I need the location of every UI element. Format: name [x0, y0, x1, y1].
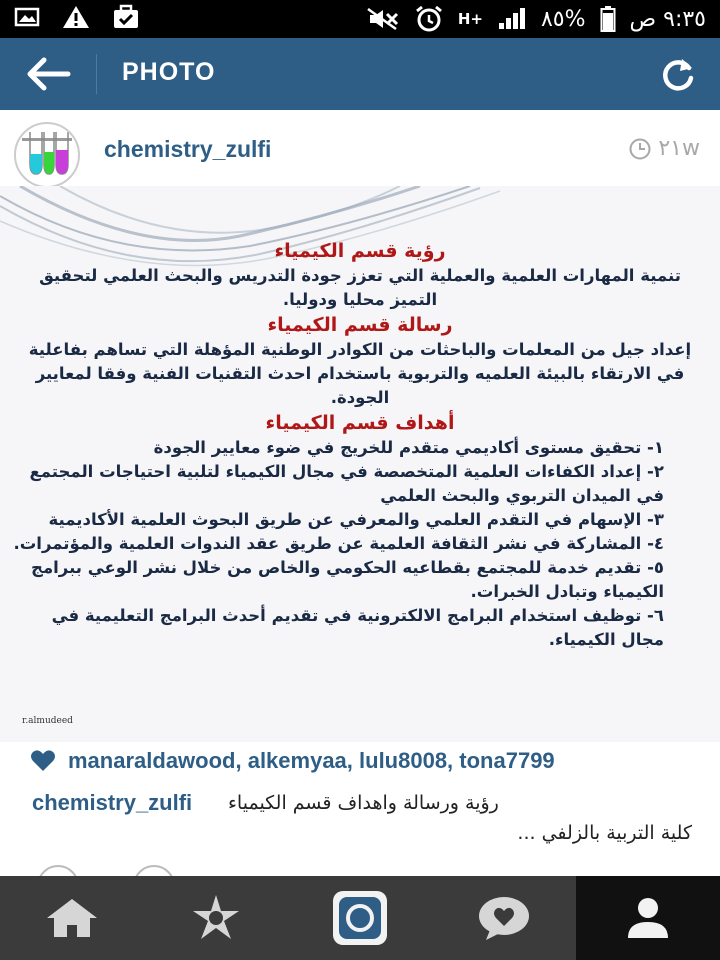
caption-text: رؤية ورسالة واهداف قسم الكيمياء	[228, 792, 499, 814]
app-bar	[0, 38, 720, 110]
caption-username[interactable]: chemistry_zulfi	[32, 790, 193, 815]
goal-item: ٦- توظيف استخدام البرامج الالكترونية في تقديم أحدث البرامج التعليمية في مجال الكيمياء.	[51, 606, 664, 649]
post-username[interactable]: chemistry_zulfi	[104, 136, 272, 162]
photo-credit: r.almudeed	[22, 716, 73, 726]
goal-item: ٣- الإسهام في التقدم العلمي والمعرفي عن طريق البحوث العلمية الأكاديمية	[48, 510, 664, 529]
likes-row	[30, 748, 555, 774]
refresh-icon[interactable]	[658, 54, 698, 94]
goal-item: ٤- المشاركة في نشر الثقافة العلمية عن طريق عقد الندوات العلمية والمؤتمرات.	[13, 534, 664, 553]
nav-camera[interactable]	[288, 876, 432, 960]
clock: ٩:٣٥ ص	[629, 6, 706, 32]
app-bar-divider	[96, 54, 97, 94]
profile-icon	[624, 894, 672, 942]
goal-item: ٢- إعداد الكفاءات العلمية المتخصصة في مجال الكيمياء لتلبية احتياجات المجتمع في الميدان التربوي والبحث العلمي	[29, 462, 664, 505]
time-ago-text: ٢١w	[658, 136, 700, 161]
nav-activity[interactable]	[432, 876, 576, 960]
post-photo[interactable]	[0, 186, 720, 742]
partial-icons	[30, 862, 230, 876]
vision-body: تنمية المهارات العلمية والعملية التي تعزز جودة التدريس والبحث العلمي لتحقيق التميز محليا ودوليا.	[39, 266, 681, 309]
vision-heading: رؤية قسم الكيمياء	[274, 240, 446, 262]
home-icon	[44, 896, 100, 940]
camera-icon	[329, 887, 391, 949]
briefcase-check-icon	[112, 4, 140, 30]
clock-icon	[628, 137, 652, 161]
post-header	[0, 110, 720, 186]
mute-icon	[366, 7, 400, 31]
nav-profile[interactable]	[576, 876, 720, 960]
avatar[interactable]	[14, 122, 80, 188]
bottom-navigation	[0, 876, 720, 960]
post-time	[628, 136, 700, 161]
photo-text-content	[10, 238, 710, 652]
goals-heading: أهداف قسم الكيمياء	[265, 412, 455, 434]
caption-text-continued: كلية التربية بالزلفي ...	[517, 822, 692, 844]
gallery-icon	[14, 6, 40, 28]
activity-heart-bubble-icon	[476, 894, 532, 942]
mission-heading: رسالة قسم الكيمياء	[267, 314, 453, 336]
explore-star-icon	[191, 893, 241, 943]
battery-icon	[600, 5, 616, 33]
nav-home[interactable]	[0, 876, 144, 960]
nav-explore[interactable]	[144, 876, 288, 960]
battery-percent: ٨٥%	[540, 6, 586, 32]
warning-icon	[62, 4, 90, 30]
goal-item: ٥- تقديم خدمة للمجتمع بقطاعيه الحكومي والخاص من خلال نشر الوعي ببرامج الكيمياء وتبادل الخبرات.	[31, 558, 664, 601]
heart-icon	[30, 749, 56, 773]
signal-icon	[497, 7, 527, 31]
alarm-icon	[414, 5, 444, 33]
likes-list[interactable]: manaraldawood, alkemyaa, lulu8008, tona7799	[68, 748, 555, 773]
back-arrow-icon[interactable]	[22, 52, 74, 96]
status-bar	[0, 0, 720, 38]
network-type: H+	[457, 10, 483, 28]
goal-item: ١- تحقيق مستوى أكاديمي متقدم للخريج في ضوء معايير الجودة	[153, 438, 664, 457]
page-title: PHOTO	[122, 58, 216, 86]
mission-body: إعداد جيل من المعلمات والباحثات من الكوادر الوطنية المؤهلة التي تساهم بفاعلية في الارتقاء بالبيئة العلميه والتربوية باستخدام احدث التقنيات الفنية وفقا لمعايير الجودة.	[28, 340, 692, 407]
next-row-peek	[30, 862, 230, 876]
lab-flasks-icon	[16, 124, 78, 186]
